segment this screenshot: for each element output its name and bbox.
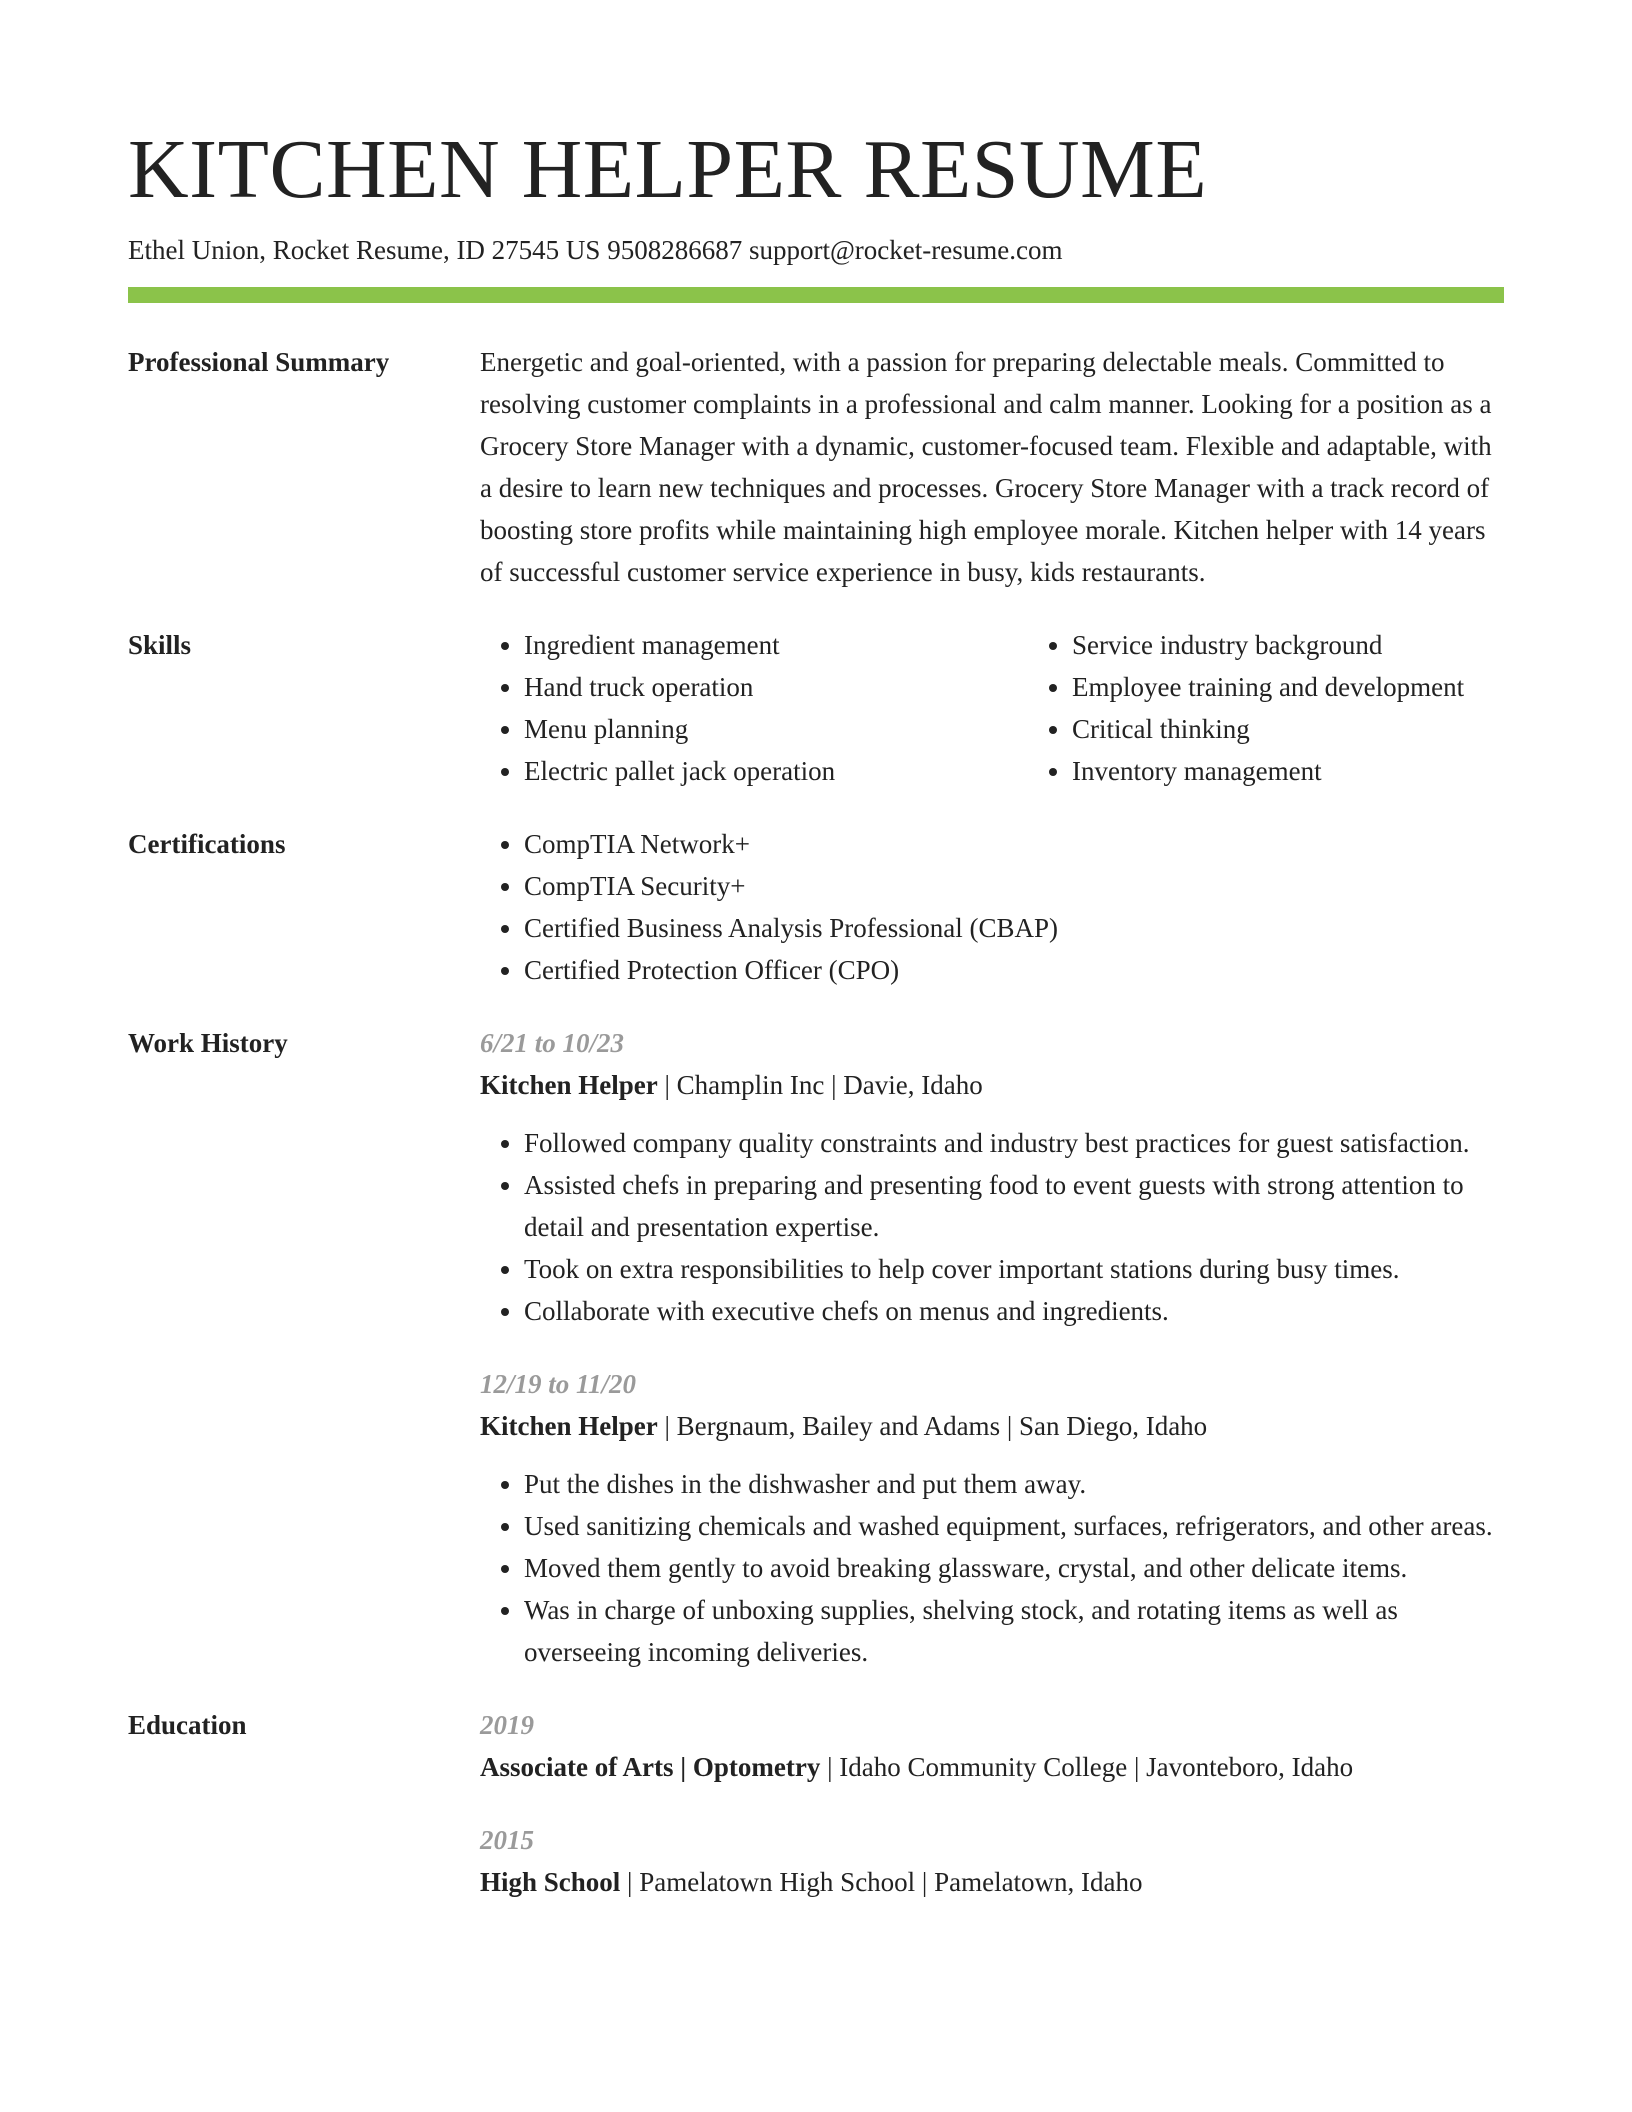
summary-text: Energetic and goal-oriented, with a passion for preparing delectable meals. Committed to resolving customer complaints in a professional and calm manner. Looking for a position as a Grocery Store Manager with a dynamic, customer-focused team. Flexible and adaptable, with a desire to learn new techniques and processes. Grocery Store Manager with a track record of boosting store profits while maintaining high employee morale. Kitchen helper with 14 years of successful customer service experience in busy, kids restaurants. (480, 347, 1492, 587)
summary-label: Professional Summary (128, 347, 390, 377)
skill-item: • Electric pallet jack operation (524, 750, 984, 792)
job-bullets (480, 1122, 1504, 1332)
summary-section (128, 341, 1504, 593)
skills-list-left (480, 624, 984, 792)
education-heading (480, 1746, 1504, 1788)
job-heading (480, 1405, 1504, 1447)
skills-list-right (1028, 624, 1592, 792)
certifications-section (128, 823, 1504, 991)
job-bullet: • Took on extra responsibilities to help cover important stations during busy times. (524, 1248, 1504, 1290)
education-details: | Idaho Community College | Javonteboro, Idaho (820, 1752, 1354, 1782)
skill-item: • Service industry background (1072, 624, 1592, 666)
certification-item: • CompTIA Network+ (524, 823, 1504, 865)
job-bullet: • Put the dishes in the dishwasher and put them away. (524, 1463, 1504, 1505)
certification-item: • CompTIA Security+ (524, 865, 1504, 907)
education-label: Education (128, 1710, 247, 1740)
education-heading (480, 1861, 1504, 1903)
job-bullets (480, 1463, 1504, 1673)
skills-section (128, 624, 1504, 792)
skill-item: • Hand truck operation (524, 666, 984, 708)
education-entry (480, 1704, 1504, 1788)
certification-item: • Certified Business Analysis Professional (CBAP) (524, 907, 1504, 949)
job-entry (480, 1363, 1504, 1673)
accent-divider (128, 287, 1504, 303)
job-details: | Bergnaum, Bailey and Adams | San Diego, Idaho (657, 1411, 1208, 1441)
certifications-label: Certifications (128, 829, 286, 859)
skill-item: • Critical thinking (1072, 708, 1592, 750)
education-year: 2015 (480, 1825, 534, 1855)
job-title: Kitchen Helper (480, 1411, 658, 1441)
certifications-list (480, 823, 1504, 991)
job-dates: 6/21 to 10/23 (480, 1028, 625, 1058)
resume-title: KITCHEN HELPER RESUME (128, 123, 1208, 216)
job-bullet: • Was in charge of unboxing supplies, shelving stock, and rotating items as well as overseeing incoming deliveries. (524, 1589, 1504, 1673)
education-section (128, 1704, 1504, 1903)
job-bullet: • Followed company quality constraints and industry best practices for guest satisfaction. (524, 1122, 1504, 1164)
certification-item: • Certified Protection Officer (CPO) (524, 949, 1504, 991)
job-bullet: • Used sanitizing chemicals and washed equipment, surfaces, refrigerators, and other areas. (524, 1505, 1504, 1547)
work-history-section (128, 1022, 1504, 1673)
contact-line: Ethel Union, Rocket Resume, ID 27545 US 9508286687 support@rocket-resume.com (128, 235, 1063, 265)
job-details: | Champlin Inc | Davie, Idaho (657, 1070, 983, 1100)
skill-item: • Menu planning (524, 708, 984, 750)
skill-item: • Inventory management (1072, 750, 1592, 792)
job-entry (480, 1022, 1504, 1332)
education-details: | Pamelatown High School | Pamelatown, Idaho (620, 1867, 1143, 1897)
job-title: Kitchen Helper (480, 1070, 658, 1100)
job-dates: 12/19 to 11/20 (480, 1369, 637, 1399)
skill-item: • Employee training and development (1072, 666, 1592, 708)
education-degree: High School (480, 1867, 621, 1897)
skills-label: Skills (128, 630, 192, 660)
work-history-label: Work History (128, 1028, 288, 1058)
education-year: 2019 (480, 1710, 534, 1740)
education-degree: Associate of Arts | Optometry (480, 1752, 821, 1782)
resume-page (128, 118, 1504, 1903)
job-bullet: • Collaborate with executive chefs on menus and ingredients. (524, 1290, 1504, 1332)
skill-item: • Ingredient management (524, 624, 984, 666)
job-heading (480, 1064, 1504, 1106)
job-bullet: • Assisted chefs in preparing and presenting food to event guests with strong attention to detail and presentation expertise. (524, 1164, 1504, 1248)
education-entry (480, 1819, 1504, 1903)
job-bullet: • Moved them gently to avoid breaking glassware, crystal, and other delicate items. (524, 1547, 1504, 1589)
